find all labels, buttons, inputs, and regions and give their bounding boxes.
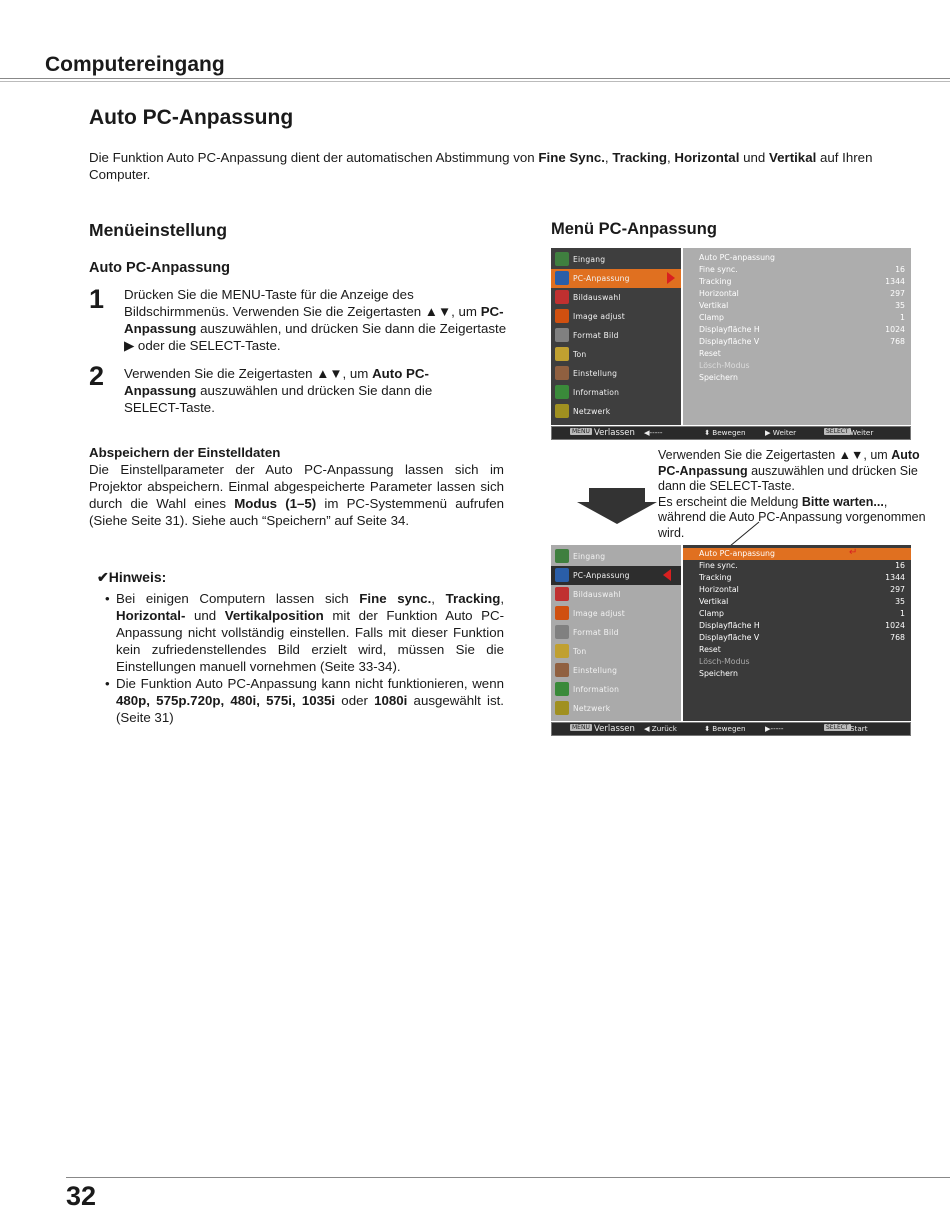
step-1-number: 1 — [89, 284, 105, 314]
menu-row: Fine sync. 16 — [699, 265, 905, 274]
menu-row: Displayfläche H 1024 — [699, 621, 905, 630]
sidebar-item-ton: Ton — [551, 345, 681, 364]
network-icon — [555, 404, 569, 418]
menu-settings-heading: Menüeinstellung — [89, 220, 228, 240]
menu-row: Lösch-Modus — [699, 657, 750, 666]
sidebar-item-pc-anpassung: PC-Anpassung — [551, 269, 681, 288]
osd-sidebar — [551, 248, 681, 425]
settings-icon — [555, 663, 569, 677]
header-rule-secondary — [0, 81, 950, 82]
menu-row: Speichern — [699, 669, 738, 678]
hint-list — [105, 590, 504, 726]
image-select-icon — [555, 290, 569, 304]
sidebar-item-eingang: Eingang — [551, 547, 681, 566]
sidebar-item-einstellung: Einstellung — [551, 364, 681, 383]
sound-icon — [555, 644, 569, 658]
menu-row: Tracking 1344 — [699, 277, 905, 286]
menu-row: Displayfläche V 768 — [699, 633, 905, 642]
section-title: Computereingang — [45, 53, 225, 76]
menu-row: Fine sync. 16 — [699, 561, 905, 570]
input-icon — [555, 252, 569, 266]
save-heading: Abspeichern der Einstelldaten — [89, 445, 281, 460]
osd-menu-2 — [551, 545, 911, 721]
settings-icon — [555, 366, 569, 380]
sidebar-item-format-bild: Format Bild — [551, 623, 681, 642]
menu-row: Reset — [699, 645, 721, 654]
osd-status-bar-2: MENU Verlassen ◀ Zurück ⬍ Bewegen ▶----- SELECT Start — [551, 722, 911, 736]
sidebar-item-ton: Ton — [551, 642, 681, 661]
input-icon — [555, 549, 569, 563]
sidebar-item-image-adjust: Image adjust — [551, 307, 681, 326]
network-icon — [555, 701, 569, 715]
osd-status-bar-1: MENU Verlassen ◀----- ⬍ Bewegen ▶ Weiter SELECT Weiter — [551, 426, 911, 440]
menu-row: Reset — [699, 349, 721, 358]
menu-row: Clamp 1 — [699, 609, 905, 618]
arrow-right-icon — [667, 272, 675, 284]
page-number: 32 — [66, 1181, 97, 1211]
menu-row: Clamp 1 — [699, 313, 905, 322]
sidebar-item-pc-anpassung: PC-Anpassung — [551, 566, 681, 585]
step-1-text: Drücken Sie die MENU-Taste für die Anzeige des Bildschirmmenüs. Verwenden Sie die Zeigertasten ▲▼, um PC-Anpassung auszuwählen, und drücken Sie dann die Zeigertaste ▶ oder die SELECT-Taste. — [124, 287, 507, 353]
menu-row: Lösch-Modus — [699, 361, 750, 370]
info-icon — [555, 682, 569, 696]
sidebar-item-einstellung: Einstellung — [551, 661, 681, 680]
menu-row: Horizontal 297 — [699, 289, 905, 298]
info-icon — [555, 385, 569, 399]
sidebar-item-format-bild: Format Bild — [551, 326, 681, 345]
osd-panel — [683, 545, 911, 721]
page-title: Auto PC-Anpassung — [89, 106, 294, 129]
save-paragraph: Die Einstellparameter der Auto PC-Anpassung lassen sich im Projektor abspeichern. Einmal abgespeicherte Parameter lassen sich durch die Wahl eines Modus (1–5) im PC-Systemmenü aufrufen (Siehe Seite 31). Siehe auch “Speichern” auf Seite 34. — [89, 462, 504, 528]
auto-pc-subheading: Auto PC-Anpassung — [89, 260, 230, 276]
hint-item: • Bei einigen Computern lassen sich Fine sync., Tracking, Horizontal- und Vertikalposition mit der Funktion Auto PC-Anpassung nicht vollständig einstellen. Falls mit dieser Funktion kein zufriedenstellendes Bild erzielt wird, müssen Sie die Einstellungen manuell vornehmen (Seite 33-34). — [105, 590, 504, 675]
arrow-left-icon — [663, 569, 671, 581]
sidebar-item-bildauswahl: Bildauswahl — [551, 585, 681, 604]
menu-row: Horizontal 297 — [699, 585, 905, 594]
intro-paragraph: Die Funktion Auto PC-Anpassung dient der automatischen Abstimmung von Fine Sync., Tracking, Horizontal und Vertikal auf Ihren Computer. — [89, 150, 873, 182]
menu-row: Displayfläche V 768 — [699, 337, 905, 346]
menu-row: Displayfläche H 1024 — [699, 325, 905, 334]
footer-rule — [66, 1177, 950, 1178]
menu-row: Speichern — [699, 373, 738, 382]
monitor-icon — [555, 271, 569, 285]
sidebar-item-information: Information — [551, 680, 681, 699]
menu-row: Auto PC-anpassung — [699, 253, 775, 262]
osd-sidebar — [551, 545, 681, 721]
pc-adjust-menu-heading: Menü PC-Anpassung — [551, 220, 717, 238]
osd-panel — [683, 248, 911, 425]
menu-row: Vertikal 35 — [699, 597, 905, 606]
menu-row: Tracking 1344 — [699, 573, 905, 582]
image-select-icon — [555, 587, 569, 601]
return-icon: ↵ — [849, 547, 858, 558]
image-adjust-icon — [555, 309, 569, 323]
step-2-text: Verwenden Sie die Zeigertasten ▲▼, um Auto PC-Anpassung auszuwählen und drücken Sie dann die SELECT-Taste. — [124, 366, 433, 415]
sidebar-item-image-adjust: Image adjust — [551, 604, 681, 623]
screen-format-icon — [555, 328, 569, 342]
step-2-number: 2 — [89, 361, 105, 391]
hint-item: • Die Funktion Auto PC-Anpassung kann nicht funktionieren, wenn 480p, 575p.720p, 480i, 575i, 1035i oder 1080i ausgewählt ist. (Seite 31) — [105, 675, 504, 726]
sidebar-item-information: Information — [551, 383, 681, 402]
menu-row-selected: Auto PC-anpassung ↵ — [683, 548, 911, 560]
screen-format-icon — [555, 625, 569, 639]
sidebar-item-netzwerk: Netzwerk — [551, 402, 681, 421]
sound-icon — [555, 347, 569, 361]
header-rule — [0, 78, 950, 79]
image-adjust-icon — [555, 606, 569, 620]
sidebar-item-netzwerk: Netzwerk — [551, 699, 681, 718]
osd-menu-1 — [551, 248, 911, 425]
sidebar-item-eingang: Eingang — [551, 250, 681, 269]
down-arrow-icon — [577, 488, 657, 524]
callout-text: Verwenden Sie die Zeigertasten ▲▼, um Auto PC-Anpassung auszuwählen und drücken Sie dann die SELECT-Taste. Es erscheint die Meldung Bitte warten..., während die Auto PC-Anpassung vorgenommen wird. — [658, 448, 926, 540]
monitor-icon — [555, 568, 569, 582]
sidebar-item-bildauswahl: Bildauswahl — [551, 288, 681, 307]
hint-heading: ✔Hinweis: — [97, 569, 167, 585]
menu-row: Vertikal 35 — [699, 301, 905, 310]
